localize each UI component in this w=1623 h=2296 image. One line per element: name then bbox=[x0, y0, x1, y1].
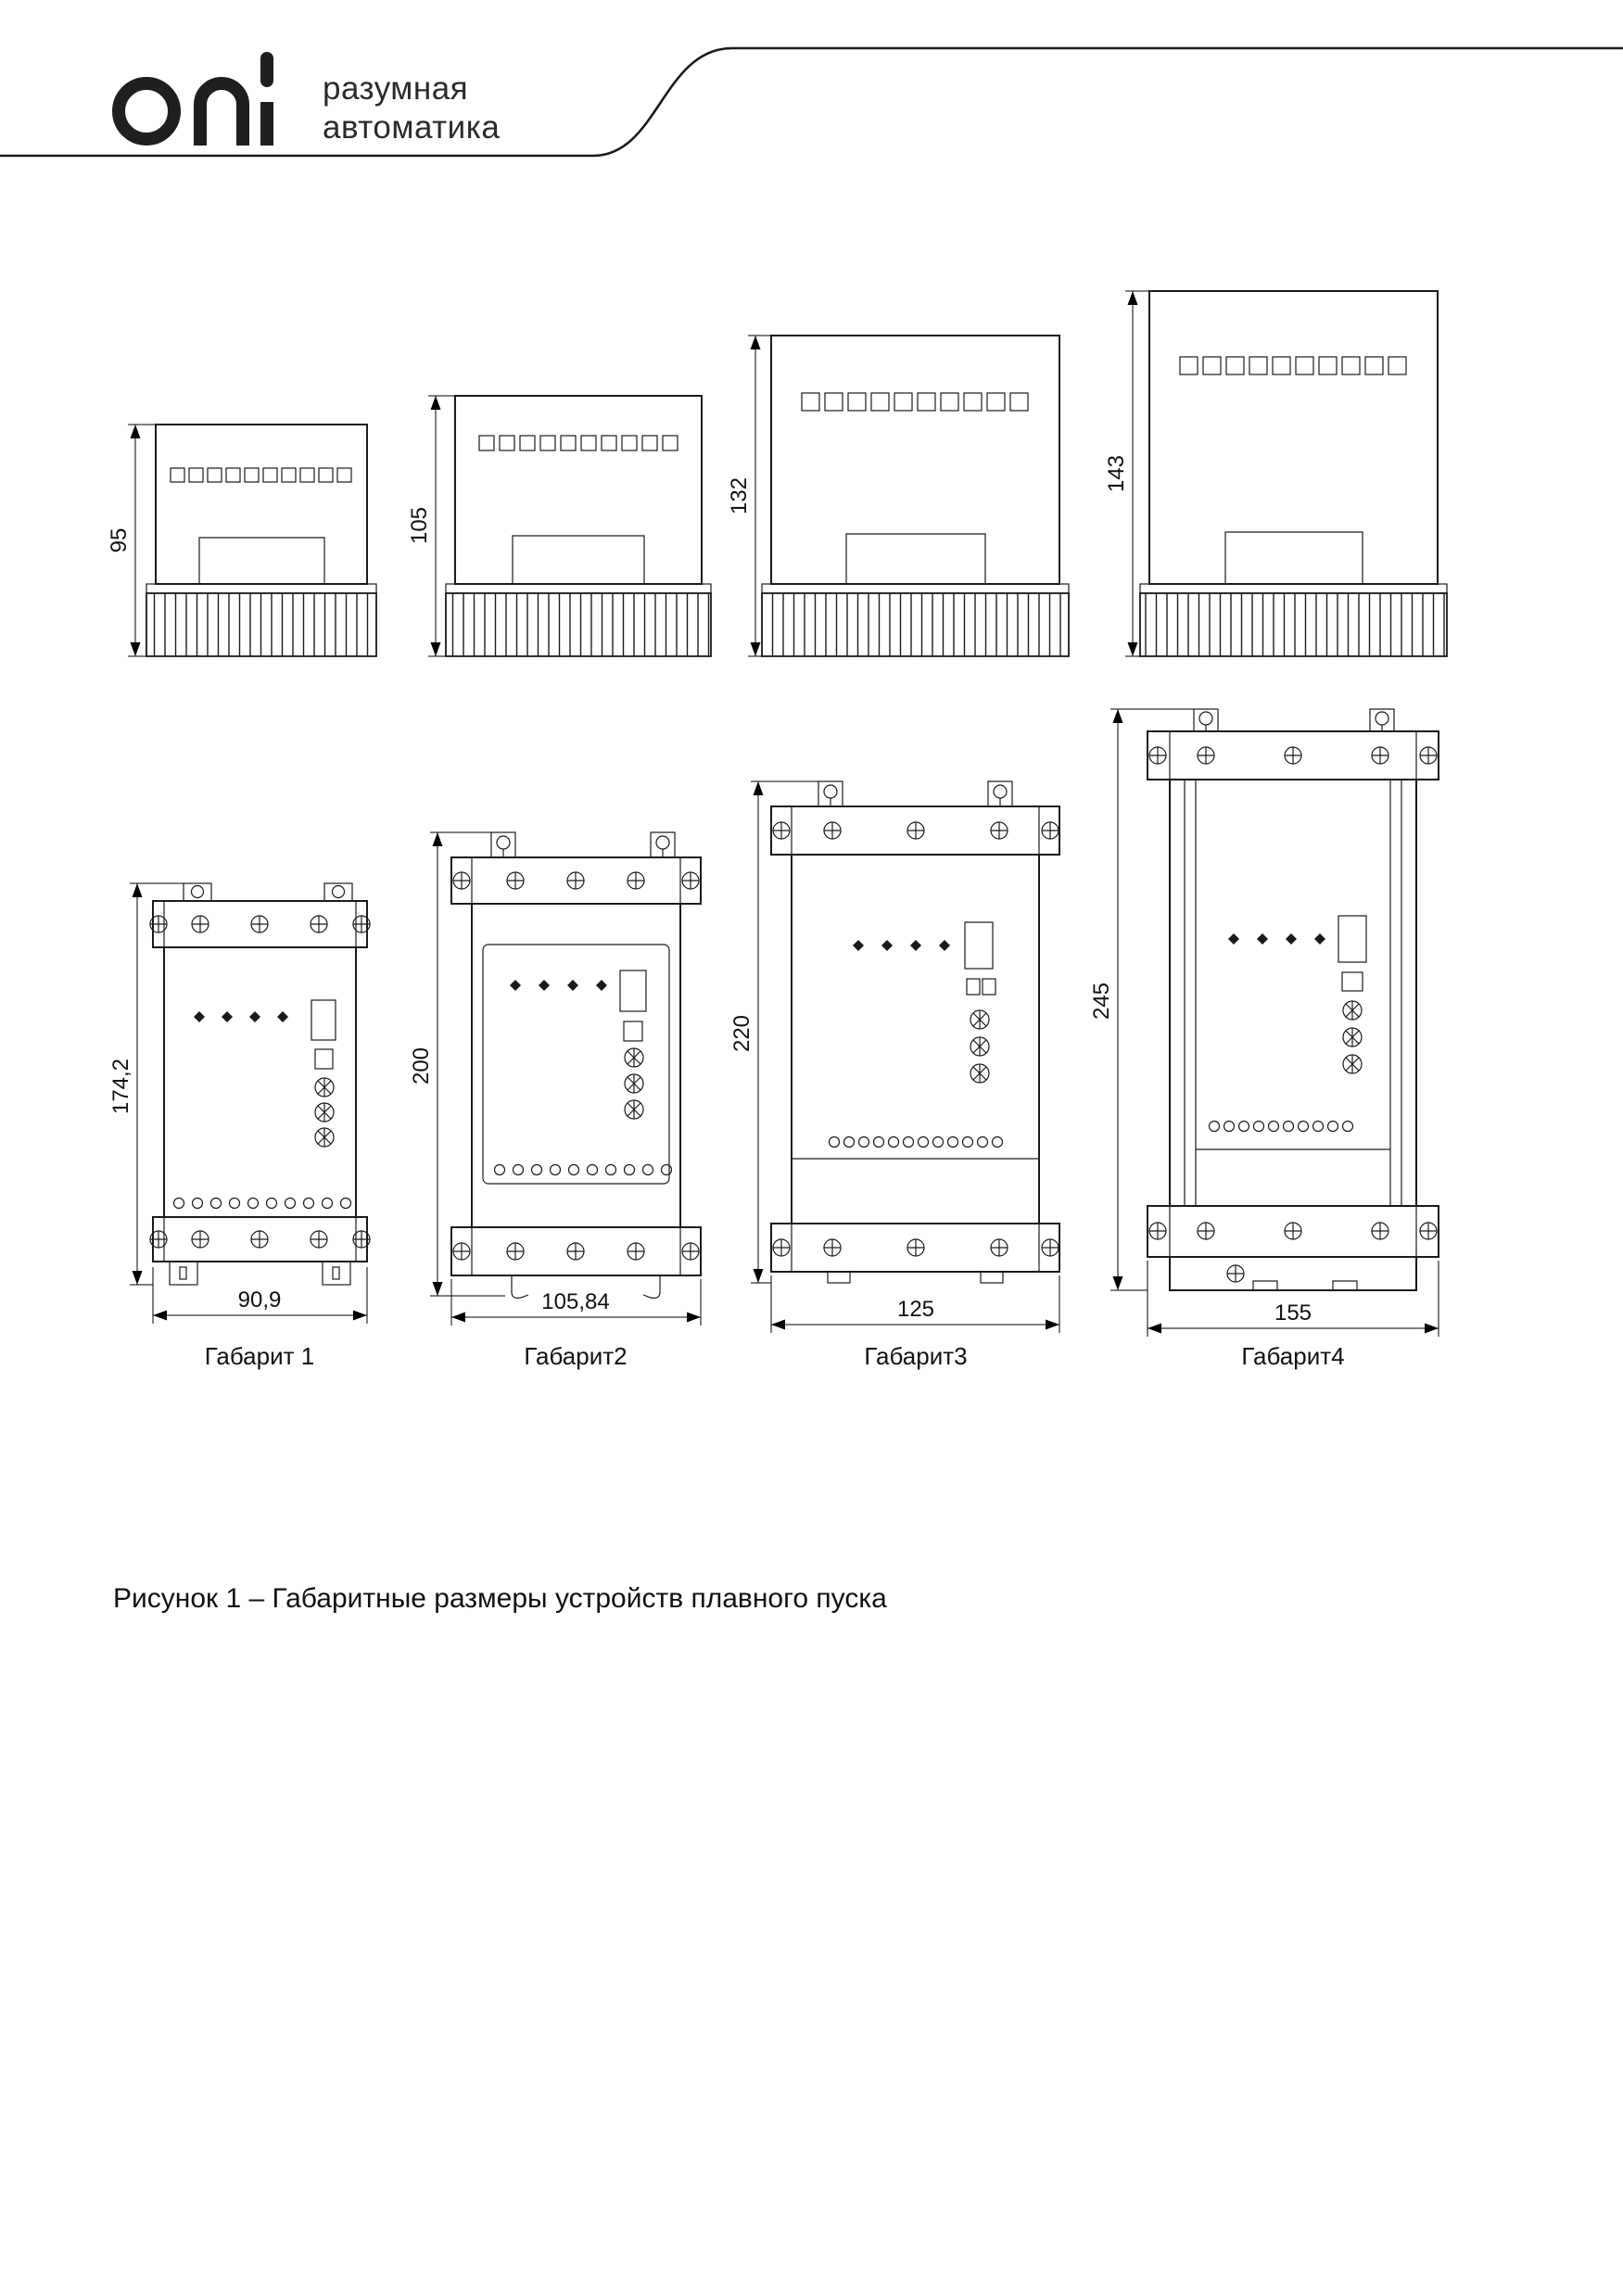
brand-tagline-line1: разумная bbox=[323, 70, 469, 107]
side-view-4-height: 143 bbox=[1104, 454, 1129, 493]
terminal-blocks bbox=[479, 436, 678, 450]
led-indicators bbox=[510, 980, 607, 991]
terminal-blocks bbox=[171, 468, 351, 482]
side-view-1-height: 95 bbox=[107, 527, 132, 553]
led-indicators bbox=[853, 940, 950, 951]
front-view-1-height: 174,2 bbox=[108, 1058, 133, 1115]
oni-logo bbox=[119, 52, 273, 146]
mounting-ears bbox=[818, 781, 1012, 806]
front-view-3-width: 125 bbox=[896, 1297, 935, 1322]
adjuster-knobs bbox=[625, 1048, 643, 1119]
height-dimension bbox=[108, 883, 184, 1285]
mounting-screws bbox=[1149, 747, 1437, 764]
front-view-4 bbox=[1089, 709, 1439, 1370]
device-body bbox=[164, 947, 356, 1217]
adjuster-knobs bbox=[1343, 1001, 1362, 1073]
height-dimension bbox=[729, 781, 818, 1283]
size-label: Габарит3 bbox=[864, 1342, 968, 1370]
size-label: Габарит 1 bbox=[204, 1342, 315, 1370]
side-rails bbox=[1185, 780, 1401, 1206]
front-view-4-width: 155 bbox=[1274, 1300, 1312, 1326]
mounting-feet bbox=[828, 1272, 1003, 1283]
mounting-feet bbox=[170, 1262, 350, 1285]
side-view-2-height: 105 bbox=[407, 506, 432, 545]
bottom-mounting-bracket bbox=[451, 1227, 701, 1275]
mounting-screws bbox=[150, 916, 370, 932]
vent-holes bbox=[1210, 1122, 1353, 1132]
bottom-plate bbox=[1170, 1257, 1416, 1290]
side-view-3 bbox=[727, 336, 1069, 656]
mounting-screws bbox=[773, 1239, 1059, 1256]
brand-header bbox=[0, 48, 1623, 156]
side-view-4 bbox=[1104, 291, 1447, 656]
front-view-3-height: 220 bbox=[729, 1014, 754, 1053]
mounting-screws bbox=[1149, 1223, 1437, 1239]
front-view-2-height: 200 bbox=[409, 1047, 434, 1085]
front-view-1-width: 90,9 bbox=[237, 1288, 282, 1313]
figure-caption: Рисунок 1 – Габаритные размеры устройств плавного пуска bbox=[113, 1583, 887, 1614]
vent-holes bbox=[495, 1165, 672, 1175]
front-view-1 bbox=[108, 883, 370, 1370]
width-dimension bbox=[1148, 1261, 1439, 1337]
heatsink-fins bbox=[446, 593, 711, 656]
top-mounting-bracket bbox=[451, 857, 701, 904]
mounting-screws bbox=[773, 822, 1059, 839]
led-indicators bbox=[1228, 933, 1325, 945]
terminal-blocks bbox=[802, 393, 1028, 411]
mounting-ears bbox=[491, 832, 675, 857]
vent-holes bbox=[830, 1137, 1003, 1148]
bottom-mounting-bracket bbox=[771, 1224, 1059, 1272]
top-mounting-bracket bbox=[150, 901, 370, 947]
bottom-mounting-bracket bbox=[1148, 1206, 1439, 1257]
led-indicators bbox=[194, 1011, 288, 1022]
bottom-mounting-bracket bbox=[150, 1217, 370, 1262]
front-view-2 bbox=[409, 832, 701, 1370]
adjuster-knobs bbox=[970, 1010, 989, 1083]
device-body bbox=[1170, 780, 1416, 1206]
width-dimension bbox=[451, 1279, 701, 1326]
heatsink-fins bbox=[146, 593, 376, 656]
mounting-screws bbox=[453, 1243, 699, 1260]
front-view-2-width: 105,84 bbox=[541, 1289, 610, 1314]
terminal-blocks bbox=[1180, 357, 1406, 374]
device-body bbox=[472, 904, 680, 1227]
top-mounting-bracket bbox=[1148, 731, 1439, 780]
side-view-2 bbox=[407, 396, 711, 656]
heatsink-fins bbox=[1140, 593, 1447, 656]
mounting-screws bbox=[453, 872, 699, 889]
width-dimension bbox=[153, 1267, 367, 1324]
front-view-4-height: 245 bbox=[1089, 982, 1114, 1021]
side-view-1 bbox=[107, 425, 376, 656]
mounting-screws bbox=[150, 1231, 370, 1248]
mounting-ears bbox=[184, 883, 352, 901]
heatsink-fins bbox=[762, 593, 1069, 656]
front-view-3 bbox=[729, 781, 1059, 1370]
vent-holes bbox=[174, 1199, 351, 1209]
side-view-3-height: 132 bbox=[727, 476, 752, 515]
device-body bbox=[792, 855, 1039, 1224]
height-dimension bbox=[1089, 709, 1194, 1290]
top-mounting-bracket bbox=[771, 806, 1059, 855]
brand-tagline-line2: автоматика bbox=[323, 109, 501, 146]
adjuster-knobs bbox=[315, 1078, 334, 1147]
size-label: Габарит4 bbox=[1241, 1342, 1345, 1370]
size-label: Габарит2 bbox=[524, 1342, 628, 1370]
width-dimension bbox=[771, 1275, 1059, 1333]
mounting-ears bbox=[1194, 709, 1394, 731]
